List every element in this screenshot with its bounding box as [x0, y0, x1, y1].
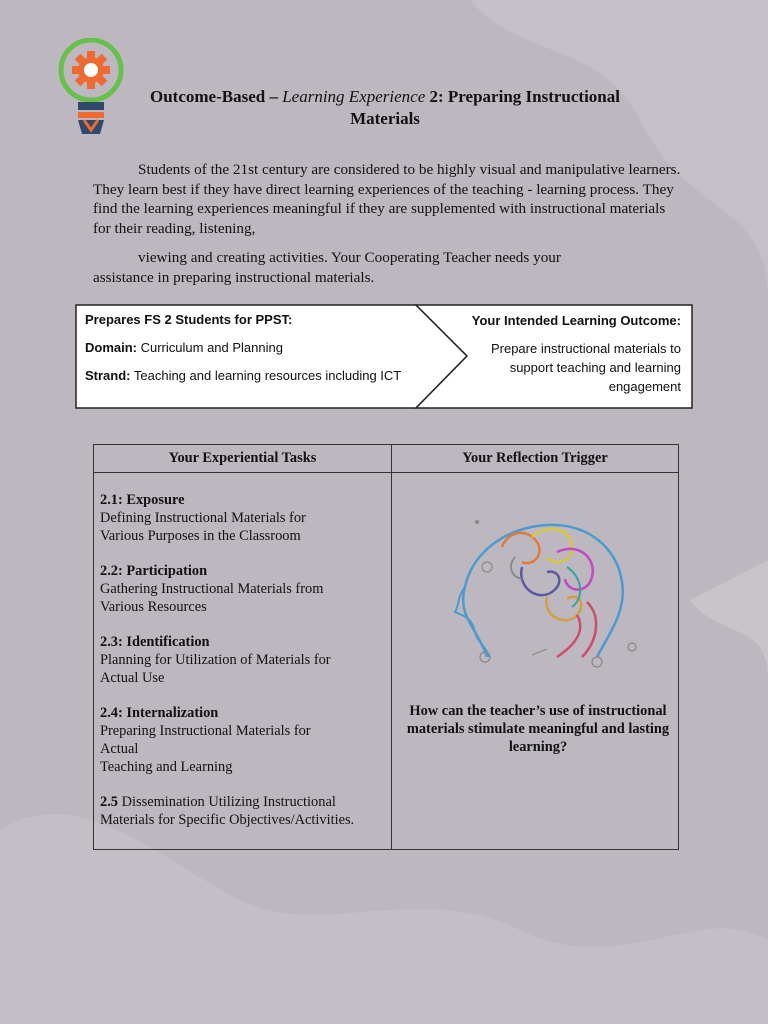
task-item: 2.4: Internalization Preparing Instructional Materials for Actual Teaching and Learning: [100, 705, 311, 775]
task-item: 2.1: Exposure Defining Instructional Materials for Various Purposes in the Classroom: [100, 492, 306, 544]
ppst-left-panel: [85, 311, 435, 395]
task-item: 2.3: Identification Planning for Utilization of Materials for Actual Use: [100, 634, 331, 686]
strand-line: Strand: Teaching and learning resources including ICT: [85, 368, 402, 383]
intro-paragraph-1: Students of the 21st century are considered to be highly visual and manipulative learners. They learn best if they have direct learning experiences of the teaching - learning process. They find the learning experiences meaningful if they are supplemented with instructional materials for their reading, listening,: [93, 161, 681, 237]
tasks-table: [93, 444, 679, 850]
brain-illustration: [447, 507, 647, 677]
reflection-cell: [392, 473, 679, 850]
reflection-question: How can the teacher’s use of instructional materials stimulate meaningful and lasting learning?: [406, 703, 670, 755]
outcome-heading: Your Intended Learning Outcome:: [471, 313, 681, 328]
task-item: 2.2: Participation Gathering Instructional Materials from Various Resources: [100, 563, 324, 615]
outcome-text: Prepare instructional materials to support teaching and learning engagement: [490, 341, 681, 394]
ppst-heading: Prepares FS 2 Students for PPST:: [85, 312, 293, 327]
col-header-reflection: Your Reflection Trigger: [392, 445, 679, 473]
ppst-right-panel: [461, 311, 681, 396]
ppst-outcome-box: [75, 304, 693, 409]
tasks-cell: [94, 473, 392, 850]
task-item: 2.5 Dissemination Utilizing Instructional Materials for Specific Objectives/Activities.: [100, 794, 355, 828]
domain-line: Domain: Curriculum and Planning: [85, 340, 283, 355]
col-header-tasks: Your Experiential Tasks: [94, 445, 392, 473]
page-title: Outcome-Based – Learning Experience 2: Preparing Instructional Materials: [150, 87, 620, 128]
intro-paragraph-2: viewing and creating activities. Your Cooperating Teacher needs your assistance in preparing instructional materials.: [93, 249, 561, 286]
